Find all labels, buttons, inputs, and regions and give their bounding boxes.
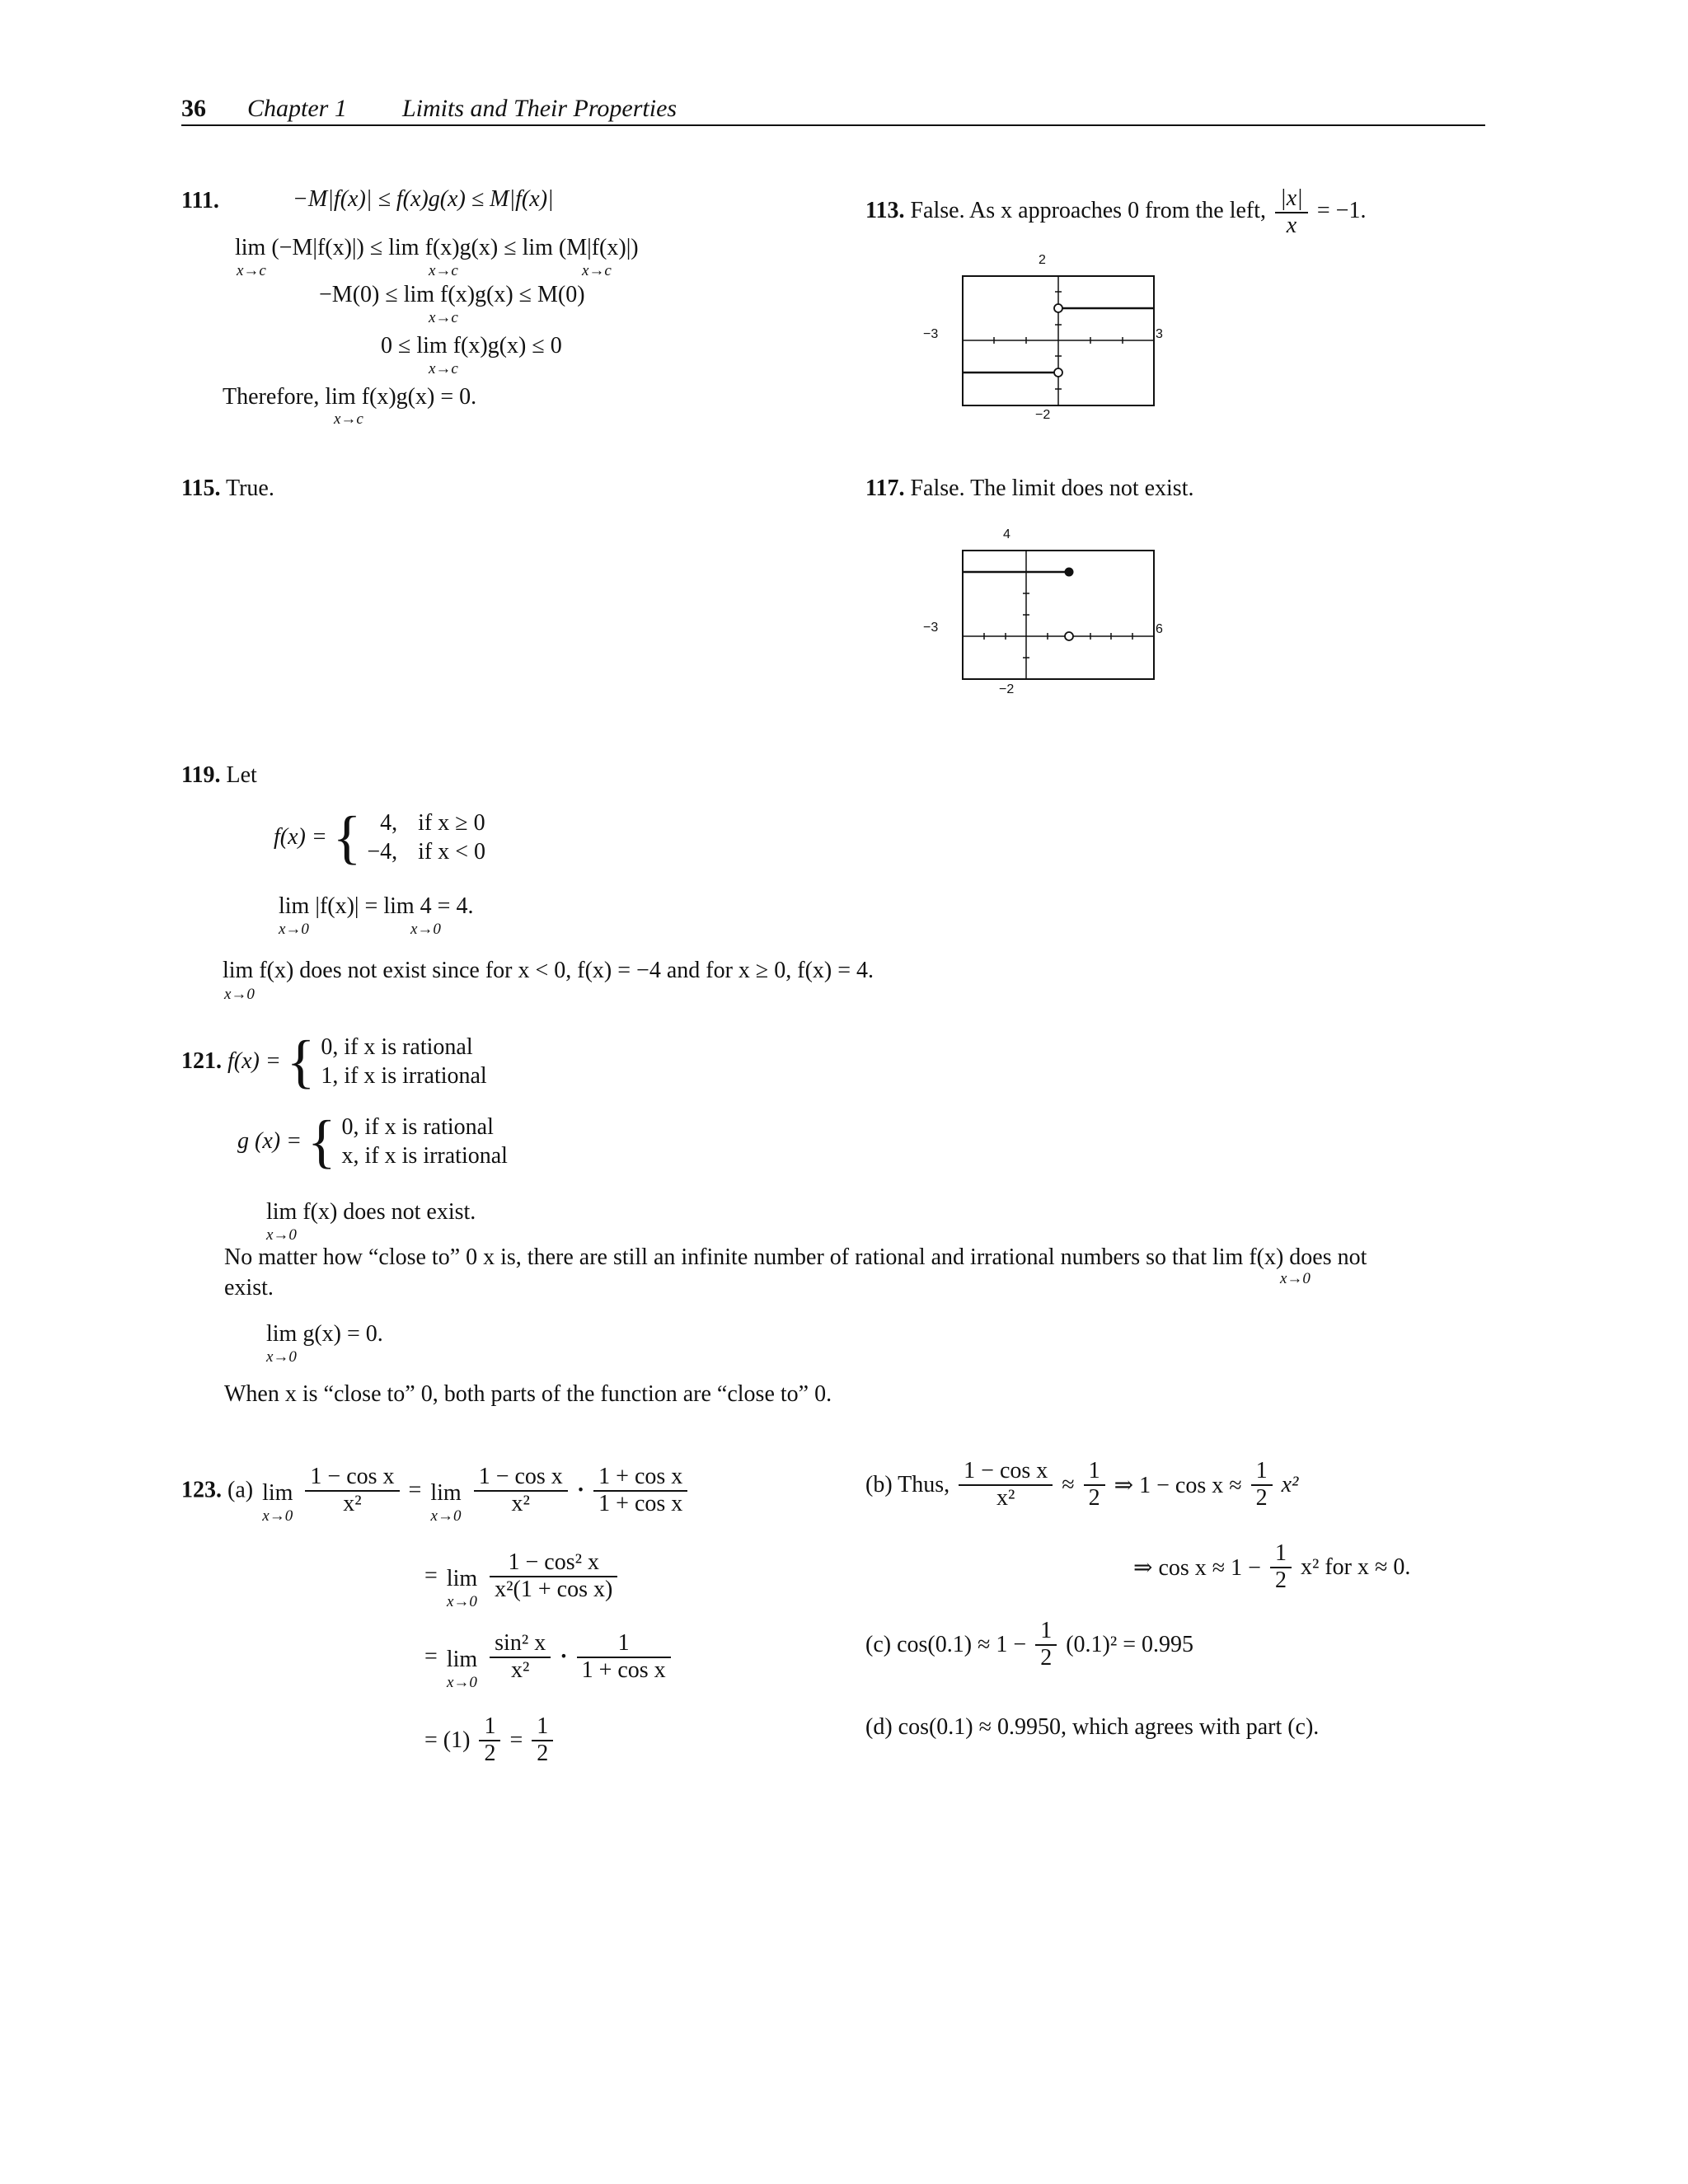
p121-g-def xyxy=(237,1108,508,1174)
p119-case1-val: 4, xyxy=(380,810,398,836)
p111-sub-2: x→c xyxy=(429,262,458,279)
p123-frac-3: $\frac{\text{1 + cos x}}{\text{1 + cos x}}$ xyxy=(593,1465,687,1517)
p119-piecewise xyxy=(274,804,486,870)
p119-case2-cond: if x < 0 xyxy=(418,839,486,865)
p121-explain-g: When x is “close to” 0, both parts of the function are “close to” 0. xyxy=(224,1381,832,1407)
p119-let: Let xyxy=(226,762,257,788)
p117-text: False. The limit does not exist. xyxy=(910,476,1194,501)
p119-heading xyxy=(181,762,257,789)
p121-f-def xyxy=(181,1029,487,1094)
p113-ymin: −2 xyxy=(1035,408,1051,422)
p119-sub-c: x→0 xyxy=(224,986,255,1003)
p123-b-half-3: $\frac{1}{2}$ xyxy=(1270,1541,1292,1594)
p123-b-line1: (b) Thus, $\frac{\text{1 − cos x}}{\text{x²}}$ ≈ $\frac{1}{2}$ ⇒ 1 − cos x ≈ $\frac{1}{2}$ x² xyxy=(865,1458,1299,1511)
p119-fx: f(x) = xyxy=(274,824,327,850)
p123-a-label: (a) xyxy=(227,1477,254,1503)
p119-case1-cond: if x ≥ 0 xyxy=(418,810,485,836)
p111-line2-c: lim (M|f(x)|) xyxy=(522,235,639,260)
p123-a-line4: = (1) $\frac{1}{2}$ = $\frac{1}{2}$ xyxy=(424,1714,556,1767)
p111-line2-a: lim (−M|f(x)|) ≤ xyxy=(235,235,383,260)
p111-sub-4: x→c xyxy=(429,309,458,326)
p111-sub-3: x→c xyxy=(582,262,612,279)
p115-text: True. xyxy=(225,476,274,501)
p121-lim-g: lim g(x) = 0. xyxy=(266,1321,383,1347)
p113-plot xyxy=(898,251,1179,424)
p119-sub-a: x→0 xyxy=(279,921,309,938)
p111-line2 xyxy=(235,235,639,261)
p123-a-line2: = lim x→0 $\frac{\text{1 − cos² x}}{\text{x²(1 + cos x)}}$ xyxy=(424,1543,621,1610)
p123-frac-4: $\frac{\text{1 − cos² x}}{\text{x²(1 + cos x)}}$ xyxy=(490,1550,617,1603)
p119-conclusion: lim f(x) does not exist since for x < 0, f(x) = −4 and for x ≥ 0, f(x) = 4. xyxy=(223,958,874,983)
p113-text-line xyxy=(865,186,1366,239)
p123-lim-3: lim x→0 xyxy=(446,1566,478,1610)
p113-fraction xyxy=(1275,186,1308,239)
p111-line4 xyxy=(381,333,562,359)
p121-gx: g (x) = xyxy=(237,1128,302,1154)
p123-frac-2: $\frac{\text{1 − cos x}}{\text{x²}}$ xyxy=(474,1465,568,1517)
problem-119-number: 119. xyxy=(181,762,221,788)
p111-line3-a: −M(0) ≤ xyxy=(319,282,398,307)
p121-f-case1: 0, if x is rational xyxy=(321,1034,473,1060)
p123-frac-6: $\frac{1}{\text{1 + cos x}}$ xyxy=(577,1631,671,1684)
p121-f-brace: { xyxy=(286,1029,316,1094)
p111-sub-6: x→c xyxy=(334,410,363,428)
p119-brace: { xyxy=(332,804,362,870)
p117-plot xyxy=(898,527,1179,701)
p111-line2-b: lim f(x)g(x) ≤ xyxy=(388,235,517,260)
problem-111-number: 111. xyxy=(181,188,219,213)
p113-frac-num: |x| xyxy=(1275,186,1308,213)
problem-117-number: 117. xyxy=(865,476,905,501)
p123-c: (c) cos(0.1) ≈ 1 − $\frac{1}{2}$ (0.1)² = 0.995 xyxy=(865,1618,1194,1671)
p121-f-case2: 1, if x is irrational xyxy=(321,1063,487,1089)
p111-line4-b: lim f(x)g(x) ≤ 0 xyxy=(416,333,562,359)
p123-b-half-2: $\frac{1}{2}$ xyxy=(1251,1459,1273,1511)
p111-conclusion-text: lim f(x)g(x) = 0. xyxy=(325,384,477,410)
p123-half-1: $\frac{1}{2}$ xyxy=(479,1714,500,1767)
p111-sub-1: x→c xyxy=(237,262,266,279)
p123-frac-5: $\frac{\text{sin² x}}{\text{x²}}$ xyxy=(490,1631,551,1684)
page-number: 36 xyxy=(181,95,206,122)
p113-graph xyxy=(898,251,1179,424)
p117-graph xyxy=(898,527,1179,701)
p119-sub-b: x→0 xyxy=(410,921,441,938)
p113-frac-den: x xyxy=(1286,212,1297,238)
p115 xyxy=(181,476,274,502)
p121-lim-f: lim f(x) does not exist. xyxy=(266,1199,476,1225)
p121-sub-a: x→0 xyxy=(266,1226,297,1244)
p111-line3 xyxy=(319,282,585,308)
p119-cases-conds xyxy=(418,808,485,866)
p119-cases-values xyxy=(367,808,397,866)
p113-xmin: −3 xyxy=(923,327,939,341)
p111-therefore: Therefore, xyxy=(223,384,320,410)
p121-f-cases xyxy=(321,1033,486,1090)
p121-g-case2: x, if x is irrational xyxy=(341,1143,508,1169)
header-rule xyxy=(181,124,1485,126)
p121-sub-c: x→0 xyxy=(266,1348,297,1366)
p121-g-cases xyxy=(342,1113,508,1170)
p123-a-line3: = lim x→0 $\frac{\text{sin² x}}{\text{x²}}$ · $\frac{1}{\text{1 + cos x}}$ xyxy=(424,1624,674,1690)
p113-result: = −1. xyxy=(1316,198,1367,224)
p123-c-half: $\frac{1}{2}$ xyxy=(1035,1619,1057,1671)
p121-fx: f(x) = xyxy=(227,1048,281,1074)
p121-g-case1: 0, if x is rational xyxy=(341,1114,494,1140)
p111-sub-5: x→c xyxy=(429,360,458,377)
p121-explain-a: No matter how “close to” 0 x is, there are still an infinite number of rational and irrational numbers so that lim f(x) does not xyxy=(224,1244,1367,1270)
p111-line1: −M|f(x)| ≤ f(x)g(x) ≤ M|f(x)| xyxy=(293,186,554,212)
p121-g-brace: { xyxy=(307,1108,336,1174)
p117-ymax: 4 xyxy=(1003,527,1010,541)
p117-ymin: −2 xyxy=(999,682,1015,696)
p121-sub-b: x→0 xyxy=(1280,1270,1311,1287)
problem-115-number: 115. xyxy=(181,476,221,501)
p111-line4-a: 0 ≤ xyxy=(381,333,411,359)
problem-123-number: 123. xyxy=(181,1477,222,1503)
p117-xmax: 6 xyxy=(1156,622,1163,636)
p123-d: (d) cos(0.1) ≈ 0.9950, which agrees with part (c). xyxy=(865,1714,1320,1740)
p123-b-frac: $\frac{\text{1 − cos x}}{\text{x²}}$ xyxy=(959,1459,1053,1511)
chapter-title: Limits and Their Properties xyxy=(402,95,678,122)
p123-lim-2: lim x→0 xyxy=(430,1480,462,1525)
p119-case2-val: −4, xyxy=(367,839,398,865)
p123-half-2: $\frac{1}{2}$ xyxy=(532,1714,553,1767)
p111-conclusion xyxy=(223,384,476,410)
p111-line3-b: lim f(x)g(x) ≤ M(0) xyxy=(403,282,585,307)
p119-lim-abs: lim |f(x)| = lim 4 = 4. xyxy=(279,893,474,919)
p123-frac-1: $\frac{\text{1 − cos x}}{\text{x²}}$ xyxy=(305,1465,399,1517)
p123-a-line1: 123. (a) lim x→0 $\frac{\text{1 − cos x}}{\text{x²}}$ = lim x→0 $\frac{\text{1 − cos x}}{\text{x²}}$ · $\frac{\text{1 + cos x}}{\text{1 + cos x}}$ xyxy=(181,1457,691,1524)
p117 xyxy=(865,476,1193,502)
p123-lim-1: lim x→0 xyxy=(262,1480,293,1525)
p113-ymax: 2 xyxy=(1039,253,1046,267)
p113-xmax: 3 xyxy=(1156,327,1163,341)
p117-xmin: −3 xyxy=(923,621,939,635)
p113-text: False. As x approaches 0 from the left, xyxy=(910,198,1267,224)
p123-b-line2: ⇒ cos x ≈ 1 − $\frac{1}{2}$ x² for x ≈ 0. xyxy=(1133,1540,1411,1593)
problem-113-number: 113. xyxy=(865,198,905,224)
p123-lim-4: lim x→0 xyxy=(446,1647,478,1691)
p123-b-half-1: $\frac{1}{2}$ xyxy=(1084,1459,1105,1511)
problem-121-number: 121. xyxy=(181,1048,222,1074)
p121-explain-b: exist. xyxy=(224,1275,274,1301)
chapter-label: Chapter 1 xyxy=(247,95,347,122)
